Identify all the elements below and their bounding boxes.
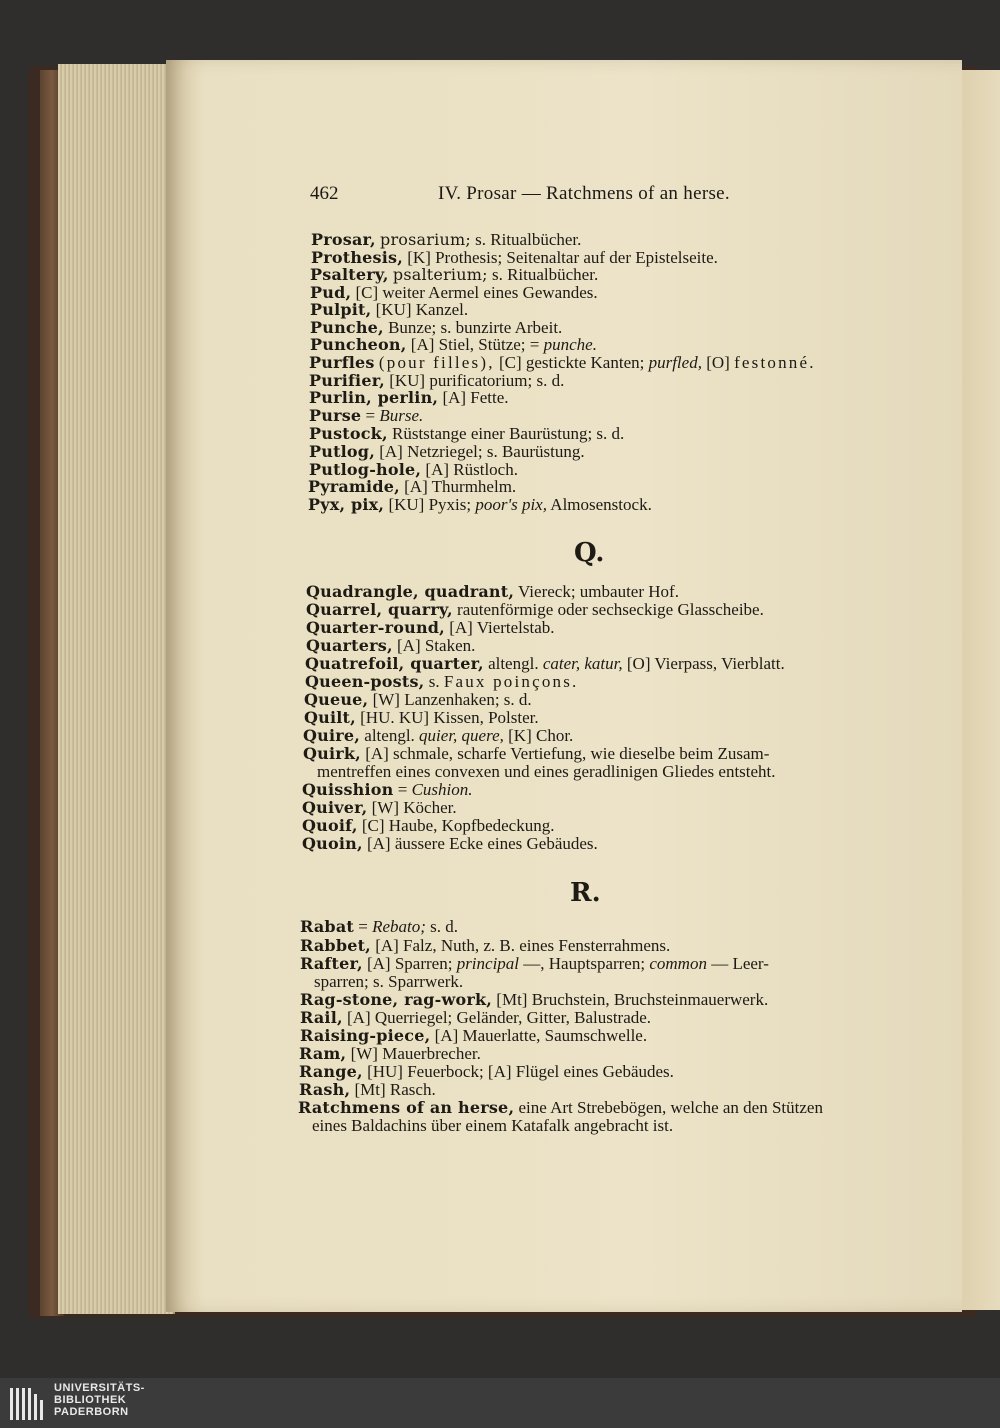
entry-quadrangle: Quadrangle, quadrant, Viereck; umbauter Hof. — [306, 582, 679, 601]
running-head: IV. Prosar — Ratchmens of an herse. — [438, 183, 730, 204]
library-name-line3: PADERBORN — [54, 1406, 129, 1418]
entry-purfles: Purfles (pour filles), [C] gestickte Kanten; purfled, [O] festonné. — [309, 353, 816, 372]
entry-putlog-hole: Putlog-hole, [A] Rüstloch. — [309, 460, 518, 479]
entry-rash: Rash, [Mt] Rasch. — [299, 1080, 436, 1099]
entry-quoin: Quoin, [A] äussere Ecke eines Gebäudes. — [302, 834, 598, 853]
entry-ratchmens: Ratchmens of an herse, eine Art Strebebögen, welche an den Stützen — [298, 1098, 823, 1117]
entry-purse: Purse = Burse. — [309, 406, 424, 425]
entry-queen-posts: Queen-posts, s. Faux poinçons. — [305, 672, 579, 691]
entry-puncheon: Puncheon, [A] Stiel, Stütze; = punche. — [310, 335, 597, 354]
entry-punche: Punche, Bunze; s. bunzirte Arbeit. — [310, 318, 563, 337]
entry-pyx: Pyx, pix, [KU] Pyxis; poor's pix, Almosenstock. — [308, 495, 652, 514]
library-footer — [0, 1378, 1000, 1428]
entry-quisshion: Quisshion = Cushion. — [302, 780, 473, 799]
facing-page-sliver — [960, 70, 1000, 1310]
library-logo-icon — [8, 1384, 50, 1424]
entry-purlin: Purlin, perlin, [A] Fette. — [309, 388, 509, 407]
entry-quoif: Quoif, [C] Haube, Kopfbedeckung. — [302, 816, 555, 835]
entry-quarter-round: Quarter-round, [A] Viertelstab. — [306, 618, 555, 637]
entry-quirk-continuation: mentreffen eines convexen und eines geradlinigen Gliedes entsteht. — [317, 762, 776, 781]
entry-quatrefoil: Quatrefoil, quarter, altengl. cater, katur, [O] Vierpass, Vierblatt. — [305, 654, 785, 673]
entry-range: Range, [HU] Feuerbock; [A] Flügel eines Gebäudes. — [299, 1062, 674, 1081]
entry-pulpit: Pulpit, [KU] Kanzel. — [310, 300, 469, 319]
entry-queue: Queue, [W] Lanzenhaken; s. d. — [304, 690, 532, 709]
entry-rafter: Rafter, [A] Sparren; principal —, Hauptsparren; common — Leer- — [300, 954, 769, 973]
entry-quarters: Quarters, [A] Staken. — [306, 636, 476, 655]
entry-putlog: Putlog, [A] Netzriegel; s. Baurüstung. — [309, 442, 585, 461]
entry-rag-stone: Rag-stone, rag-work, [Mt] Bruchstein, Bruchsteinmauerwerk. — [300, 990, 769, 1009]
entry-prosar: Prosar, prosarium; s. Ritualbücher. — [311, 230, 582, 249]
section-heading-q: Q. — [574, 538, 605, 568]
entry-prothesis: Prothesis, [K] Prothesis; Seitenaltar auf der Epistelseite. — [311, 248, 718, 267]
entry-quire: Quire, altengl. quier, quere, [K] Chor. — [303, 726, 574, 745]
entry-psaltery: Psaltery, psalterium; s. Ritualbücher. — [310, 265, 599, 284]
library-name — [54, 1382, 145, 1418]
section-heading-r: R. — [570, 878, 601, 908]
entry-pyramide: Pyramide, [A] Thurmhelm. — [308, 477, 517, 496]
entry-pud: Pud, [C] weiter Aermel eines Gewandes. — [310, 283, 598, 302]
entry-quarrel: Quarrel, quarry, rautenförmige oder sechseckige Glasscheibe. — [306, 600, 764, 619]
page-stack-edge — [58, 64, 175, 1314]
entry-purifier: Purifier, [KU] purificatorium; s. d. — [309, 371, 565, 390]
entry-rail: Rail, [A] Querriegel; Geländer, Gitter, Balustrade. — [300, 1008, 652, 1027]
entry-quilt: Quilt, [HU. KU] Kissen, Polster. — [304, 708, 539, 727]
entry-ratchmens-continuation: eines Baldachins über einem Katafalk angebracht ist. — [312, 1116, 674, 1135]
entry-rabbet: Rabbet, [A] Falz, Nuth, z. B. eines Fensterrahmens. — [300, 936, 671, 955]
entry-raising-piece: Raising-piece, [A] Mauerlatte, Saumschwelle. — [300, 1026, 648, 1045]
entry-pustock: Pustock, Rüststange einer Baurüstung; s. d. — [309, 424, 625, 443]
entry-ram: Ram, [W] Mauerbrecher. — [299, 1044, 481, 1063]
page-number: 462 — [310, 183, 339, 204]
entry-rafter-continuation: sparren; s. Sparrwerk. — [314, 972, 464, 991]
entry-quirk: Quirk, [A] schmale, scharfe Vertiefung, wie dieselbe beim Zusam- — [303, 744, 770, 763]
library-name-line1: UNIVERSITÄTS- — [54, 1382, 145, 1394]
entry-rabat: Rabat = Rebato; s. d. — [300, 917, 459, 936]
page-header — [310, 183, 760, 209]
entry-quiver: Quiver, [W] Köcher. — [302, 798, 457, 817]
library-name-line2: BIBLIOTHEK — [54, 1394, 127, 1406]
